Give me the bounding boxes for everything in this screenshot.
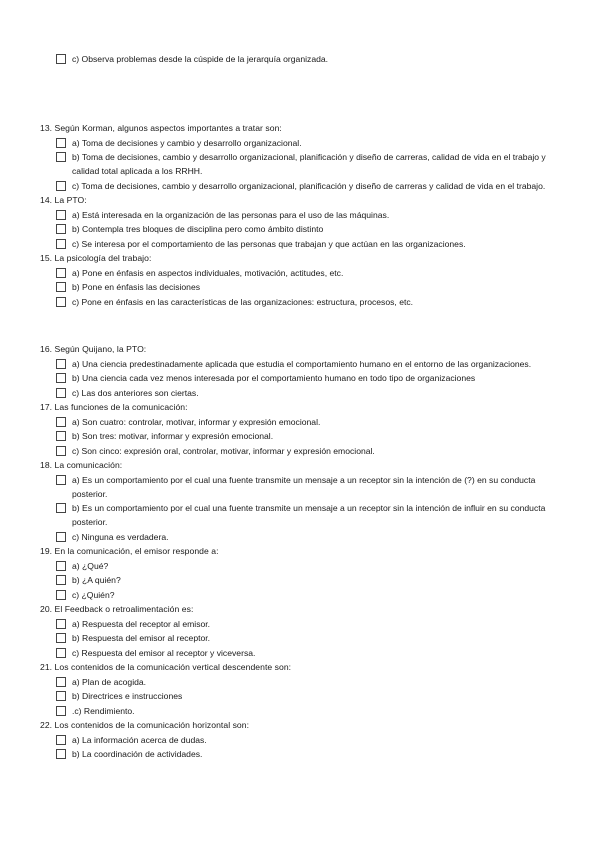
checkbox[interactable] <box>56 239 66 249</box>
option-14b[interactable] <box>40 222 570 236</box>
option-text: b) ¿A quién? <box>72 575 121 585</box>
checkbox[interactable] <box>56 359 66 369</box>
question-13: 13. Según Korman, algunos aspectos importantes a tratar son: <box>40 123 282 133</box>
option-text: b) Una ciencia cada vez menos interesada por el comportamiento humano en todo tipo de organizaciones <box>72 373 476 383</box>
question-17: 17. Las funciones de la comunicación: <box>40 402 188 412</box>
option-text: b) Son tres: motivar, informar y expresión emocional. <box>72 431 274 441</box>
option-text: a) Una ciencia predestinadamente aplicada que estudia el comportamiento humano en el entorno de las organizaciones. <box>72 358 532 369</box>
checkbox[interactable] <box>56 138 66 148</box>
option-text: a) Pone en énfasis en aspectos individuales, motivación, actitudes, etc. <box>72 267 344 278</box>
option-22a[interactable] <box>40 733 570 747</box>
option-20c[interactable] <box>40 646 570 660</box>
question-19: 19. En la comunicación, el emisor responde a: <box>40 546 219 556</box>
checkbox[interactable] <box>56 561 66 571</box>
question-15: 15. La psicología del trabajo: <box>40 253 152 263</box>
questions-13-15 <box>40 121 570 309</box>
question-18: 18. La comunicación: <box>40 460 123 470</box>
option-15b[interactable] <box>40 280 570 294</box>
option-text: .c) Rendimiento. <box>72 705 135 716</box>
option-17a[interactable] <box>40 415 570 429</box>
checkbox[interactable] <box>56 475 66 485</box>
option-18b[interactable] <box>40 501 570 529</box>
option-text: a) Son cuatro: controlar, motivar, informar y expresión emocional. <box>72 416 321 427</box>
checkbox[interactable] <box>56 268 66 278</box>
checkbox[interactable] <box>56 54 66 64</box>
checkbox[interactable] <box>56 373 66 383</box>
option-12c[interactable] <box>40 52 570 66</box>
checkbox[interactable] <box>56 575 66 585</box>
option-text: c) Las dos anteriores son ciertas. <box>72 387 199 398</box>
option-14a[interactable] <box>40 208 570 222</box>
checkbox[interactable] <box>56 532 66 542</box>
option-text: a) Toma de decisiones y cambio y desarrollo organizacional. <box>72 137 302 148</box>
option-17c[interactable] <box>40 444 570 458</box>
option-text: a) Plan de acogida. <box>72 676 147 687</box>
option-19b[interactable] <box>40 573 570 587</box>
option-22b[interactable] <box>40 747 570 761</box>
option-text: c) Observa problemas desde la cúspide de la jerarquía organizada. <box>72 53 329 64</box>
option-16b[interactable] <box>40 371 570 385</box>
question-16: 16. Según Quijano, la PTO: <box>40 344 147 354</box>
option-13a[interactable] <box>40 136 570 150</box>
checkbox[interactable] <box>56 181 66 191</box>
option-13c[interactable] <box>40 179 570 193</box>
option-text: c) Toma de decisiones, cambio y desarrollo organizacional, planificación y diseño de carreras y calidad de vida en el trabajo. <box>72 180 546 191</box>
checkbox[interactable] <box>56 446 66 456</box>
option-20b[interactable] <box>40 631 570 645</box>
option-text: b) Directrices e instrucciones <box>72 691 183 701</box>
checkbox[interactable] <box>56 503 66 513</box>
option-15a[interactable] <box>40 266 570 280</box>
checkbox[interactable] <box>56 210 66 220</box>
option-21a[interactable] <box>40 675 570 689</box>
question-21: 21. Los contenidos de la comunicación vertical descendente son: <box>40 662 292 672</box>
option-20a[interactable] <box>40 617 570 631</box>
option-18c[interactable] <box>40 530 570 544</box>
option-16c[interactable] <box>40 386 570 400</box>
option-text: b) La coordinación de actividades. <box>72 749 203 759</box>
option-13b[interactable] <box>40 150 570 178</box>
checkbox[interactable] <box>56 619 66 629</box>
checkbox[interactable] <box>56 691 66 701</box>
checkbox[interactable] <box>56 633 66 643</box>
option-text: c) Respuesta del emisor al receptor y viceversa. <box>72 647 256 658</box>
checkbox[interactable] <box>56 388 66 398</box>
checkbox[interactable] <box>56 677 66 687</box>
checkbox[interactable] <box>56 417 66 427</box>
option-14c[interactable] <box>40 237 570 251</box>
option-text: a) La información acerca de dudas. <box>72 734 207 745</box>
option-text: b) Respuesta del emisor al receptor. <box>72 633 211 643</box>
option-text: c) ¿Quién? <box>72 589 115 600</box>
option-text: a) Respuesta del receptor al emisor. <box>72 618 211 629</box>
checkbox[interactable] <box>56 590 66 600</box>
option-text: b) Pone en énfasis las decisiones <box>72 282 201 292</box>
question-20: 20. El Feedback o retroalimentación es: <box>40 604 194 614</box>
option-21b[interactable] <box>40 689 570 703</box>
question-22: 22. Los contenidos de la comunicación horizontal son: <box>40 720 250 730</box>
option-text: c) Pone en énfasis en las características de las organizaciones: estructura, procesos, etc. <box>72 296 414 307</box>
checkbox[interactable] <box>56 282 66 292</box>
option-text: b) Toma de decisiones, cambio y desarrollo organizacional, planificación y diseño de carreras, calidad de vida en el trabajo y calidad total aplicada a los RRHH. <box>72 152 546 176</box>
questions-16-22 <box>40 342 570 762</box>
checkbox[interactable] <box>56 152 66 162</box>
option-19c[interactable] <box>40 588 570 602</box>
option-text: a) ¿Qué? <box>72 560 109 571</box>
option-text: b) Es un comportamiento por el cual una fuente transmite un mensaje a un receptor sin la intención de influir en su conducta posterior. <box>72 503 546 527</box>
checkbox[interactable] <box>56 749 66 759</box>
option-21c[interactable] <box>40 704 570 718</box>
option-19a[interactable] <box>40 559 570 573</box>
question-12-tail <box>40 51 570 66</box>
checkbox[interactable] <box>56 648 66 658</box>
option-text: a) Es un comportamiento por el cual una fuente transmite un mensaje a un receptor sin la intención de (?) en su conducta posterior. <box>72 474 536 499</box>
option-text: c) Son cinco: expresión oral, controlar, motivar, informar y expresión emocional. <box>72 445 375 456</box>
checkbox[interactable] <box>56 735 66 745</box>
option-text: c) Ninguna es verdadera. <box>72 531 169 542</box>
checkbox[interactable] <box>56 431 66 441</box>
option-18a[interactable] <box>40 473 570 501</box>
option-text: c) Se interesa por el comportamiento de las personas que trabajan y que actúan en las organizaciones. <box>72 238 466 249</box>
checkbox[interactable] <box>56 224 66 234</box>
option-text: b) Contempla tres bloques de disciplina pero como ámbito distinto <box>72 224 324 234</box>
option-15c[interactable] <box>40 295 570 309</box>
checkbox[interactable] <box>56 297 66 307</box>
option-text: a) Está interesada en la organización de las personas para el uso de las máquinas. <box>72 209 390 220</box>
option-17b[interactable] <box>40 429 570 443</box>
question-14: 14. La PTO: <box>40 195 87 205</box>
checkbox[interactable] <box>56 706 66 716</box>
option-16a[interactable] <box>40 357 570 371</box>
